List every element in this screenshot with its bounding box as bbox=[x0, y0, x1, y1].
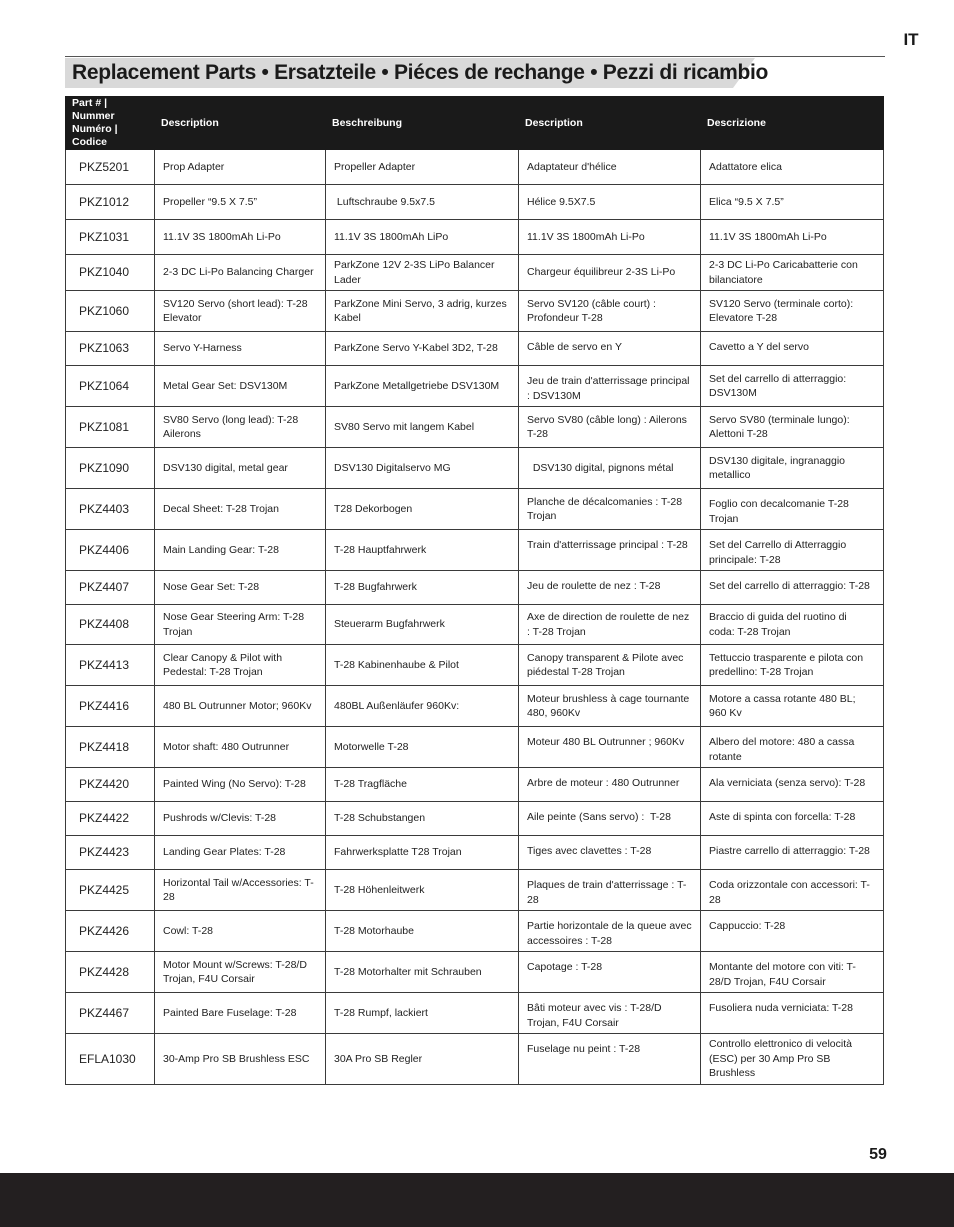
cell-description-fr: Canopy transparent & Pilote avec piédestal T-28 Trojan bbox=[519, 645, 701, 686]
cell-descrizione-it: Set del carrello di atterraggio: T-28 bbox=[701, 571, 884, 605]
cell-description-fr: Tiges avec clavettes : T-28 bbox=[519, 836, 701, 870]
cell-description-en: Pushrods w/Clevis: T-28 bbox=[155, 802, 326, 836]
cell-description-en: 2-3 DC Li-Po Balancing Charger bbox=[155, 255, 326, 291]
cell-description-en: Metal Gear Set: DSV130M bbox=[155, 366, 326, 407]
table-row bbox=[66, 332, 884, 366]
table-row bbox=[66, 571, 884, 605]
cell-descrizione-it: 11.1V 3S 1800mAh Li-Po bbox=[701, 220, 884, 255]
cell-descrizione-it: Montante del motore con viti: T-28/D Trojan, F4U Corsair bbox=[701, 952, 884, 993]
cell-descrizione-it: Cappuccio: T-28 bbox=[701, 911, 884, 952]
cell-part-number: PKZ1064 bbox=[66, 366, 155, 407]
table-row bbox=[66, 255, 884, 291]
cell-descrizione-it: Fusoliera nuda verniciata: T-28 bbox=[701, 993, 884, 1034]
table-row bbox=[66, 952, 884, 993]
cell-description-fr: Chargeur équilibreur 2-3S Li-Po bbox=[519, 255, 701, 291]
cell-description-fr: Plaques de train d'atterrissage : T-28 bbox=[519, 870, 701, 911]
cell-description-en: Landing Gear Plates: T-28 bbox=[155, 836, 326, 870]
cell-description-en: Nose Gear Steering Arm: T-28 Trojan bbox=[155, 605, 326, 645]
header-descrizione-it: Descrizione bbox=[701, 97, 884, 150]
cell-part-number: PKZ1031 bbox=[66, 220, 155, 255]
cell-description-en: Nose Gear Set: T-28 bbox=[155, 571, 326, 605]
table-row bbox=[66, 1034, 884, 1085]
cell-beschreibung-de: Propeller Adapter bbox=[326, 150, 519, 185]
cell-part-number: PKZ1012 bbox=[66, 185, 155, 220]
table-header-row bbox=[66, 97, 884, 150]
cell-description-en: Painted Wing (No Servo): T-28 bbox=[155, 768, 326, 802]
cell-part-number: PKZ4426 bbox=[66, 911, 155, 952]
table-row bbox=[66, 911, 884, 952]
cell-description-fr: Planche de décalcomanies : T-28 Trojan bbox=[519, 489, 701, 530]
header-rule bbox=[65, 56, 885, 57]
replacement-parts-table bbox=[65, 96, 884, 1085]
cell-part-number: PKZ4423 bbox=[66, 836, 155, 870]
cell-part-number: PKZ1081 bbox=[66, 407, 155, 448]
cell-description-fr: Moteur 480 BL Outrunner ; 960Kv bbox=[519, 727, 701, 768]
cell-descrizione-it: Piastre carrello di atterraggio: T-28 bbox=[701, 836, 884, 870]
cell-descrizione-it: Set del Carrello di Atterraggio principale: T-28 bbox=[701, 530, 884, 571]
cell-description-fr: Fuselage nu peint : T-28 bbox=[519, 1034, 701, 1085]
cell-description-fr: DSV130 digital, pignons métal bbox=[519, 448, 701, 489]
table-row bbox=[66, 645, 884, 686]
cell-descrizione-it: Coda orizzontale con accessori: T-28 bbox=[701, 870, 884, 911]
cell-part-number: PKZ4413 bbox=[66, 645, 155, 686]
cell-description-en: Motor Mount w/Screws: T-28/D Trojan, F4U Corsair bbox=[155, 952, 326, 993]
cell-descrizione-it: Motore a cassa rotante 480 BL; 960 Kv bbox=[701, 686, 884, 727]
cell-description-en: 11.1V 3S 1800mAh Li-Po bbox=[155, 220, 326, 255]
cell-part-number: PKZ4467 bbox=[66, 993, 155, 1034]
cell-part-number: PKZ4408 bbox=[66, 605, 155, 645]
cell-beschreibung-de: T-28 Rumpf, lackiert bbox=[326, 993, 519, 1034]
cell-part-number: PKZ4406 bbox=[66, 530, 155, 571]
cell-descrizione-it: Aste di spinta con forcella: T-28 bbox=[701, 802, 884, 836]
page-number: 59 bbox=[869, 1146, 887, 1163]
cell-beschreibung-de: Motorwelle T-28 bbox=[326, 727, 519, 768]
cell-beschreibung-de: T-28 Kabinenhaube & Pilot bbox=[326, 645, 519, 686]
table-row bbox=[66, 407, 884, 448]
cell-beschreibung-de: ParkZone Servo Y-Kabel 3D2, T-28 bbox=[326, 332, 519, 366]
cell-description-fr: Partie horizontale de la queue avec accessoires : T-28 bbox=[519, 911, 701, 952]
table-row bbox=[66, 605, 884, 645]
footer-bar bbox=[0, 1173, 954, 1227]
table-row bbox=[66, 870, 884, 911]
cell-description-en: Horizontal Tail w/Accessories: T-28 bbox=[155, 870, 326, 911]
cell-part-number: PKZ4403 bbox=[66, 489, 155, 530]
cell-part-number: PKZ1063 bbox=[66, 332, 155, 366]
cell-beschreibung-de: Luftschraube 9.5x7.5 bbox=[326, 185, 519, 220]
cell-beschreibung-de: T-28 Höhenleitwerk bbox=[326, 870, 519, 911]
cell-beschreibung-de: T-28 Hauptfahrwerk bbox=[326, 530, 519, 571]
cell-beschreibung-de: Fahrwerksplatte T28 Trojan bbox=[326, 836, 519, 870]
table-row bbox=[66, 220, 884, 255]
cell-part-number: PKZ1040 bbox=[66, 255, 155, 291]
cell-descrizione-it: Ala verniciata (senza servo): T-28 bbox=[701, 768, 884, 802]
table-row bbox=[66, 366, 884, 407]
table-body bbox=[66, 150, 884, 1085]
cell-description-fr: Hélice 9.5X7.5 bbox=[519, 185, 701, 220]
cell-beschreibung-de: ParkZone 12V 2-3S LiPo Balancer Lader bbox=[326, 255, 519, 291]
cell-part-number: PKZ4420 bbox=[66, 768, 155, 802]
table-row bbox=[66, 291, 884, 332]
table-row bbox=[66, 489, 884, 530]
cell-beschreibung-de: 11.1V 3S 1800mAh LiPo bbox=[326, 220, 519, 255]
table-row bbox=[66, 686, 884, 727]
cell-part-number: PKZ4407 bbox=[66, 571, 155, 605]
header-beschreibung-de: Beschreibung bbox=[326, 97, 519, 150]
cell-description-en: Painted Bare Fuselage: T-28 bbox=[155, 993, 326, 1034]
cell-description-fr: Arbre de moteur : 480 Outrunner bbox=[519, 768, 701, 802]
cell-description-fr: Axe de direction de roulette de nez : T-28 Trojan bbox=[519, 605, 701, 645]
cell-beschreibung-de: 30A Pro SB Regler bbox=[326, 1034, 519, 1085]
cell-description-fr: Câble de servo en Y bbox=[519, 332, 701, 366]
table-row bbox=[66, 185, 884, 220]
cell-descrizione-it: 2-3 DC Li-Po Caricabatterie con bilanciatore bbox=[701, 255, 884, 291]
header-description-en: Description bbox=[155, 97, 326, 150]
cell-part-number: PKZ1060 bbox=[66, 291, 155, 332]
cell-beschreibung-de: T-28 Schubstangen bbox=[326, 802, 519, 836]
cell-beschreibung-de: T-28 Bugfahrwerk bbox=[326, 571, 519, 605]
cell-part-number: PKZ4422 bbox=[66, 802, 155, 836]
cell-beschreibung-de: T-28 Motorhalter mit Schrauben bbox=[326, 952, 519, 993]
cell-beschreibung-de: DSV130 Digitalservo MG bbox=[326, 448, 519, 489]
cell-beschreibung-de: ParkZone Mini Servo, 3 adrig, kurzes Kabel bbox=[326, 291, 519, 332]
cell-description-fr: Train d'atterrissage principal : T-28 bbox=[519, 530, 701, 571]
cell-description-en: SV80 Servo (long lead): T-28 Ailerons bbox=[155, 407, 326, 448]
cell-description-en: SV120 Servo (short lead): T-28 Elevator bbox=[155, 291, 326, 332]
cell-descrizione-it: DSV130 digitale, ingranaggio metallico bbox=[701, 448, 884, 489]
cell-description-en: 30-Amp Pro SB Brushless ESC bbox=[155, 1034, 326, 1085]
cell-descrizione-it: SV120 Servo (terminale corto): Elevatore T-28 bbox=[701, 291, 884, 332]
table-row bbox=[66, 530, 884, 571]
table-row bbox=[66, 993, 884, 1034]
cell-descrizione-it: Tettuccio trasparente e pilota con predellino: T-28 Trojan bbox=[701, 645, 884, 686]
cell-descrizione-it: Albero del motore: 480 a cassa rotante bbox=[701, 727, 884, 768]
cell-description-fr: 11.1V 3S 1800mAh Li-Po bbox=[519, 220, 701, 255]
cell-description-fr: Adaptateur d'hélice bbox=[519, 150, 701, 185]
cell-description-fr: Servo SV120 (câble court) : Profondeur T-28 bbox=[519, 291, 701, 332]
cell-description-en: Motor shaft: 480 Outrunner bbox=[155, 727, 326, 768]
cell-description-fr: Bâti moteur avec vis : T-28/D Trojan, F4U Corsair bbox=[519, 993, 701, 1034]
cell-descrizione-it: Controllo elettronico di velocità (ESC) per 30 Amp Pro SB Brushless bbox=[701, 1034, 884, 1085]
cell-description-en: 480 BL Outrunner Motor; 960Kv bbox=[155, 686, 326, 727]
cell-descrizione-it: Adattatore elica bbox=[701, 150, 884, 185]
cell-description-en: Main Landing Gear: T-28 bbox=[155, 530, 326, 571]
cell-descrizione-it: Servo SV80 (terminale lungo): Alettoni T-28 bbox=[701, 407, 884, 448]
cell-beschreibung-de: Steuerarm Bugfahrwerk bbox=[326, 605, 519, 645]
cell-beschreibung-de: 480BL Außenläufer 960Kv: bbox=[326, 686, 519, 727]
cell-description-fr: Jeu de roulette de nez : T-28 bbox=[519, 571, 701, 605]
language-tag: IT bbox=[903, 30, 919, 49]
cell-descrizione-it: Cavetto a Y del servo bbox=[701, 332, 884, 366]
cell-part-number: PKZ4425 bbox=[66, 870, 155, 911]
cell-description-en: Propeller “9.5 X 7.5” bbox=[155, 185, 326, 220]
header-description-fr: Description bbox=[519, 97, 701, 150]
cell-part-number: PKZ4418 bbox=[66, 727, 155, 768]
cell-descrizione-it: Foglio con decalcomanie T-28 Trojan bbox=[701, 489, 884, 530]
cell-description-fr: Jeu de train d'atterrissage principal : DSV130M bbox=[519, 366, 701, 407]
cell-beschreibung-de: ParkZone Metallgetriebe DSV130M bbox=[326, 366, 519, 407]
cell-description-en: DSV130 digital, metal gear bbox=[155, 448, 326, 489]
cell-descrizione-it: Braccio di guida del ruotino di coda: T-28 Trojan bbox=[701, 605, 884, 645]
cell-part-number: PKZ4416 bbox=[66, 686, 155, 727]
cell-descrizione-it: Elica “9.5 X 7.5” bbox=[701, 185, 884, 220]
cell-description-fr: Aile peinte (Sans servo) : T-28 bbox=[519, 802, 701, 836]
cell-description-en: Prop Adapter bbox=[155, 150, 326, 185]
table-row bbox=[66, 448, 884, 489]
header-part-number: Part # | Nummer Numéro | Codice bbox=[66, 97, 155, 150]
cell-beschreibung-de: T28 Dekorbogen bbox=[326, 489, 519, 530]
cell-description-en: Decal Sheet: T-28 Trojan bbox=[155, 489, 326, 530]
cell-description-fr: Servo SV80 (câble long) : Ailerons T-28 bbox=[519, 407, 701, 448]
cell-description-en: Clear Canopy & Pilot with Pedestal: T-28 Trojan bbox=[155, 645, 326, 686]
page-title: Replacement Parts • Ersatzteile • Piéces de rechange • Pezzi di ricambio bbox=[72, 61, 769, 84]
cell-description-fr: Capotage : T-28 bbox=[519, 952, 701, 993]
cell-description-en: Cowl: T-28 bbox=[155, 911, 326, 952]
table-row bbox=[66, 768, 884, 802]
table-row bbox=[66, 836, 884, 870]
cell-part-number: PKZ1090 bbox=[66, 448, 155, 489]
cell-beschreibung-de: SV80 Servo mit langem Kabel bbox=[326, 407, 519, 448]
cell-descrizione-it: Set del carrello di atterraggio: DSV130M bbox=[701, 366, 884, 407]
table-row bbox=[66, 802, 884, 836]
cell-part-number: PKZ5201 bbox=[66, 150, 155, 185]
cell-beschreibung-de: T-28 Tragfläche bbox=[326, 768, 519, 802]
cell-description-fr: Moteur brushless à cage tournante 480, 960Kv bbox=[519, 686, 701, 727]
table-row bbox=[66, 150, 884, 185]
table-row bbox=[66, 727, 884, 768]
cell-part-number: PKZ4428 bbox=[66, 952, 155, 993]
cell-beschreibung-de: T-28 Motorhaube bbox=[326, 911, 519, 952]
cell-description-en: Servo Y-Harness bbox=[155, 332, 326, 366]
cell-part-number: EFLA1030 bbox=[66, 1034, 155, 1085]
